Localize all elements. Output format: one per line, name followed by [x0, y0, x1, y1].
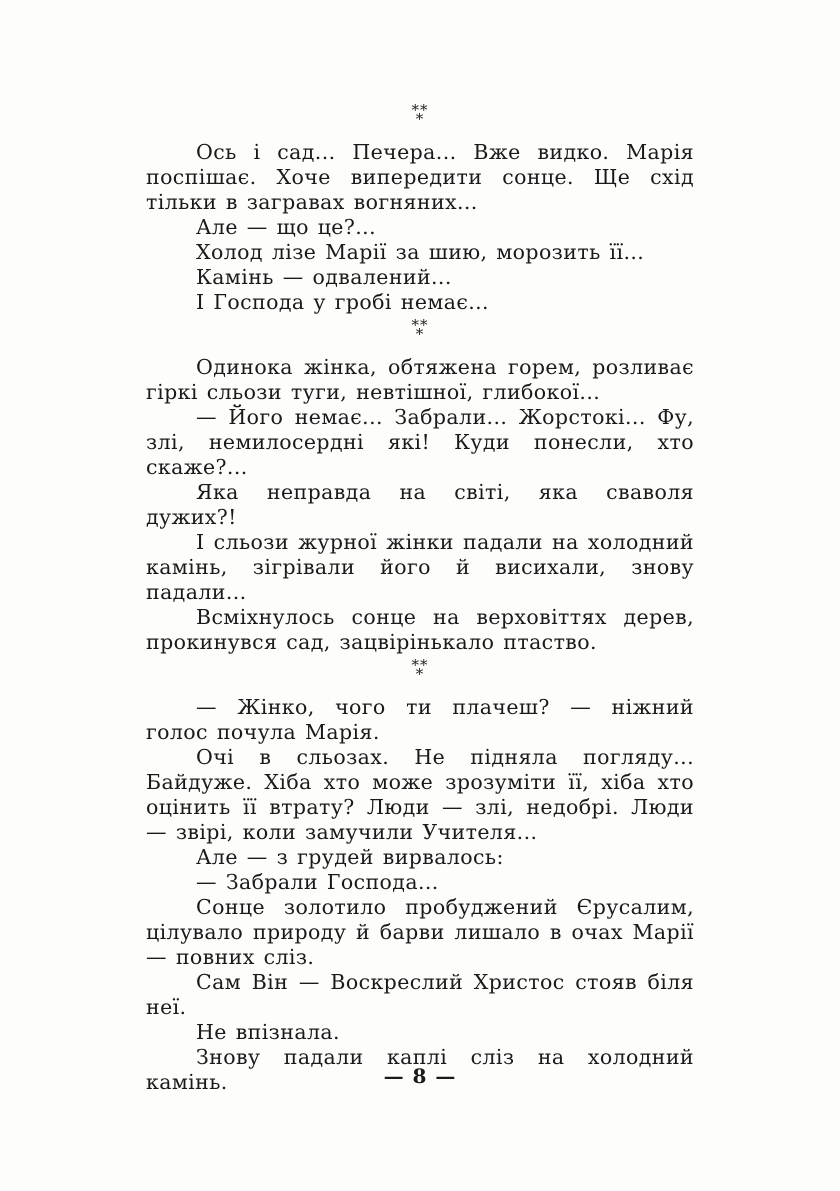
paragraph: Яка неправда на світі, яка сваволя дужих?!	[146, 480, 694, 529]
section-separator-2	[146, 315, 694, 355]
section-1	[146, 140, 694, 315]
paragraph: — Жінко, чого ти плачеш? — ніжний голос почула Марія.	[146, 695, 694, 744]
text-column	[146, 100, 694, 1095]
paragraph: Камінь — одвалений...	[196, 265, 452, 289]
section-separator-3	[146, 655, 694, 695]
paragraph: Знову падали каплі сліз на холодний камінь.	[146, 1045, 694, 1094]
paragraph: І Господа у гробі немає...	[196, 290, 489, 314]
section-3	[146, 695, 694, 1095]
section-2	[146, 355, 694, 655]
asterism-glyph: ** *	[411, 101, 429, 128]
page-number: — 8 —	[383, 1064, 457, 1088]
paragraph: Всміхнулось сонце на верховіттях дерев, прокинувся сад, зацвірінькало птаство.	[146, 605, 694, 654]
paragraph: — Забрали Господа...	[196, 870, 439, 894]
paragraph: І сльози журної жінки падали на холодний камінь, зігрівали його й висихали, знову падали...	[146, 530, 694, 604]
paragraph: Сонце золотило пробуджений Єрусалим, цілувало природу й барви лишало в очах Марії — повних сліз.	[146, 895, 694, 969]
paragraph: Очі в сльозах. Не підняла погляду... Байдуже. Хіба хто може зрозуміти її, хіба хто оцінить її втрату? Люди — злі, недобрі. Люди — звірі, коли замучили Учителя...	[146, 745, 694, 844]
paragraph: Не впізнала.	[196, 1020, 340, 1044]
paragraph: Одинока жінка, обтяжена горем, розливає гіркі сльози туги, невтішної, глибокої...	[146, 355, 694, 404]
paragraph: Але — з грудей вирвалось:	[196, 845, 504, 869]
asterism-glyph: ** *	[411, 316, 429, 343]
asterism-glyph: ** *	[411, 656, 429, 683]
paragraph: Ось і сад... Печера... Вже видко. Марія поспішає. Хоче випередити сонце. Ще схід тільки в загравах вогняних...	[146, 140, 694, 214]
paragraph: Холод лізе Марії за шию, морозить її...	[196, 240, 645, 264]
paragraph: — Його немає... Забрали... Жорстокі... Фу, злі, немилосердні які! Куди понесли, хто скаже?...	[146, 405, 694, 479]
paragraph: Але — що це?...	[196, 215, 376, 239]
section-separator-1	[146, 100, 694, 140]
paragraph: Сам Він — Воскреслий Христос стояв біля неї.	[146, 970, 694, 1019]
